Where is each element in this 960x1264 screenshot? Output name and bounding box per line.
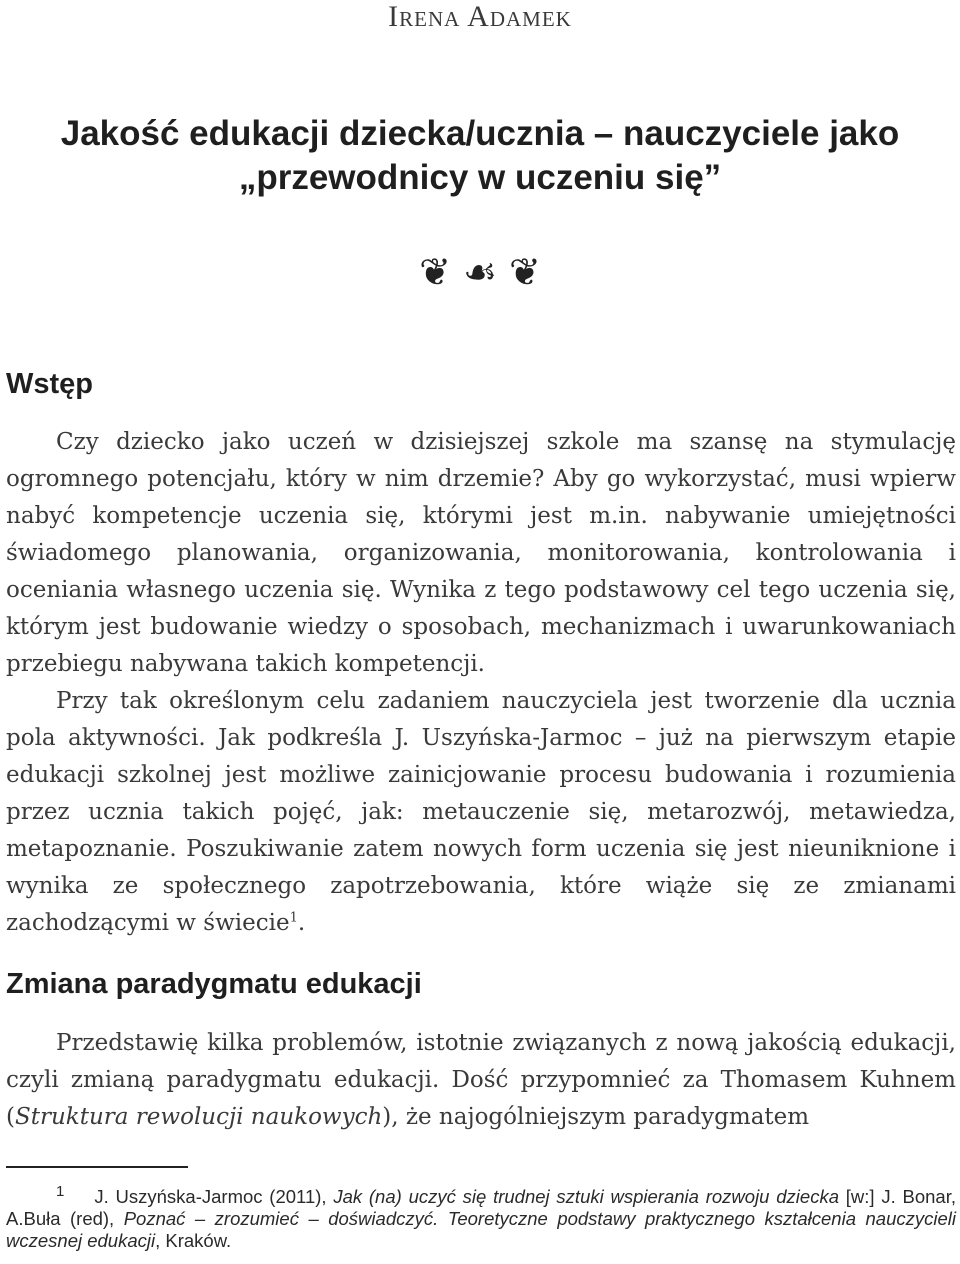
section-heading-paradigm: Zmiana paradygmatu edukacji	[6, 968, 422, 1000]
footnote-divider	[6, 1166, 188, 1168]
footnote-reference[interactable]: 1	[289, 910, 298, 926]
section-heading-intro: Wstęp	[6, 368, 93, 400]
intro-body	[6, 424, 956, 942]
intro-paragraph-2-text: Przy tak określonym celu zadaniem nauczyciela jest tworzenie dla ucznia pola aktywności. Jak podkreśla J. Uszyńska-Jarmoc – już na pierwszym etapie edukacji szkolnej jest możliwe zainicjowanie procesu budowania i rozumienia przez ucznia takich pojęć, jak: metauczenie się, metarozwój, metawiedza, metapoznanie. Poszukiwanie zatem nowych form uczenia się jest nieuniknione i wynika ze społecznego zapotrzebowania, które wiąże się ze zmianami zachodzącymi w świecie	[6, 688, 956, 936]
chapter-title-line-2: „przewodnicy w uczeniu się”	[238, 158, 722, 197]
chapter-title-line-1: Jakość edukacji dziecka/ucznia – nauczyciele jako	[60, 114, 900, 153]
intro-paragraph-1: Czy dziecko jako uczeń w dzisiejszej szkole ma szansę na stymulację ogromnego potencjału, który w nim drzemie? Aby go wykorzystać, musi wpierw nabyć kompetencje uczenia się, którymi jest m.in. nabywanie umiejętności świadomego planowania, organizowania, monitorowania, kontrolowania i oceniania własnego uczenia się. Wynika z tego podstawowy cel tego uczenia się, którym jest budowanie wiedzy o sposobach, mechanizmach i uwarunkowaniach przebiegu nabywana takich kompetencji.	[6, 429, 956, 677]
footnote-text-c: , Kraków.	[155, 1230, 232, 1251]
paradigm-book-title: Struktura rewolucji naukowych	[14, 1104, 383, 1130]
ornament-center-icon: ☙	[462, 250, 498, 294]
intro-paragraph-2	[6, 683, 956, 942]
paradigm-body	[6, 1025, 956, 1136]
paradigm-paragraph-1	[6, 1025, 956, 1136]
paradigm-text-b: ), że najogólniejszym paradygmatem	[382, 1104, 810, 1130]
footnote-text-b: [w:] J. Bonar, A.Buła (red),	[6, 1186, 956, 1229]
intro-paragraph-2-end: .	[297, 910, 306, 936]
running-header-author: Irena Adamek	[388, 0, 572, 33]
footnote-paragraph	[6, 1182, 956, 1252]
footnote-1	[6, 1182, 956, 1252]
footnote-chapter-title: Jak (na) uczyć się trudnej sztuki wspierania rozwoju dziecka	[333, 1186, 839, 1207]
chapter-title	[0, 112, 960, 200]
decorative-ornament	[0, 250, 960, 294]
paradigm-text-a: Przedstawię kilka problemów, istotnie związanych z nową jakością edukacji, czyli zmianą paradygmatu edukacji. Dość przypomnieć za Thomasem Kuhnem (	[6, 1030, 956, 1130]
ornament-left-icon: ❦	[419, 250, 451, 294]
footnote-book-title: Poznać – zrozumieć – doświadczyć. Teoretyczne podstawy praktycznego kształcenia nauczycieli wczesnej edukacji	[6, 1208, 956, 1251]
footnote-number: 1	[56, 1182, 65, 1200]
ornament-right-icon: ❦	[509, 250, 541, 294]
footnote-text-a: J. Uszyńska-Jarmoc (2011),	[94, 1186, 334, 1207]
